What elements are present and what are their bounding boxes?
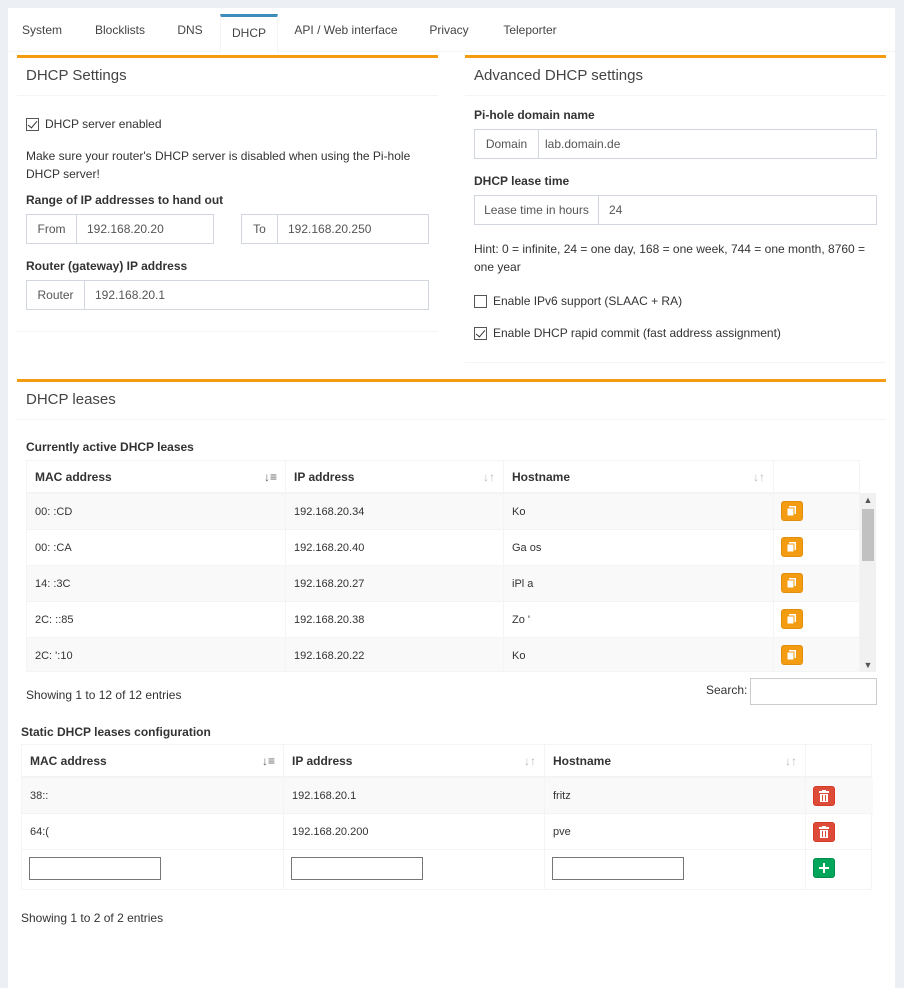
dhcp-settings-header (17, 58, 438, 96)
ip-cell: 192.168.20.1 (284, 778, 545, 814)
dhcp-settings-title: DHCP Settings (26, 67, 127, 84)
sort-desc-icon[interactable]: ↓≡ (263, 470, 277, 484)
copy-icon (786, 577, 798, 589)
scrollbar-thumb[interactable] (862, 509, 874, 561)
table-row (27, 638, 860, 672)
ip-cell: 192.168.20.27 (286, 566, 504, 602)
domain-addon: Domain (475, 130, 539, 158)
tab-dhcp[interactable]: DHCP (220, 14, 278, 52)
static-leases-table (21, 744, 872, 890)
delete-button[interactable] (813, 822, 835, 842)
range-to-group (241, 214, 429, 244)
rapid-commit-label: Enable DHCP rapid commit (fast address assignment) (493, 326, 781, 340)
col-hostname-label: Hostname (553, 754, 612, 768)
mac-cell: 00: :CD (27, 494, 286, 530)
ip-cell: 192.168.20.22 (286, 638, 504, 672)
sort-icon[interactable]: ↓↑ (483, 470, 495, 484)
make-static-button[interactable] (781, 645, 803, 665)
sort-desc-icon[interactable]: ↓≡ (261, 754, 275, 768)
domain-label: Pi-hole domain name (474, 108, 595, 122)
col-mac-address[interactable] (27, 461, 286, 494)
make-static-button[interactable] (781, 501, 803, 521)
hostname-cell: fritz (545, 778, 806, 814)
table-row (27, 530, 860, 566)
make-static-button[interactable] (781, 537, 803, 557)
router-group (26, 280, 429, 310)
router-input[interactable]: 192.168.20.1 (95, 288, 166, 302)
from-addon: From (27, 215, 77, 243)
col-actions (774, 461, 860, 494)
static-leases-label: Static DHCP leases configuration (21, 725, 211, 739)
active-leases-table (26, 460, 860, 672)
new-mac-cell (22, 850, 284, 890)
mac-cell: 2C: ':10 (27, 638, 286, 672)
table-row (22, 814, 873, 850)
mac-cell: 2C: ::85 (27, 602, 286, 638)
add-row (22, 850, 873, 890)
settings-tabs (8, 8, 895, 52)
new-mac-input[interactable] (29, 857, 161, 880)
dhcp-leases-title: DHCP leases (26, 391, 116, 408)
col-mac-address[interactable] (22, 745, 284, 778)
hostname-cell: Ko (504, 494, 774, 530)
settings-page (8, 8, 895, 988)
copy-icon (786, 541, 798, 553)
hostname-cell: Ga os (504, 530, 774, 566)
delete-button[interactable] (813, 786, 835, 806)
tab-dns[interactable]: DNS (177, 23, 203, 37)
leases-info: Showing 1 to 12 of 12 entries (26, 688, 182, 702)
tab-blocklists[interactable]: Blocklists (94, 23, 145, 37)
lease-hint-text: Hint: 0 = infinite, 24 = one day, 168 = one week, 744 = one month, 8760 = one year (474, 242, 866, 274)
dhcp-leases-box (17, 379, 886, 988)
mac-cell: 14: :3C (27, 566, 286, 602)
add-static-lease-button[interactable] (813, 858, 835, 878)
search-label: Search: (706, 683, 748, 697)
new-hostname-input[interactable] (552, 857, 684, 880)
col-ip-address[interactable] (286, 461, 504, 494)
col-hostname-label: Hostname (512, 470, 571, 484)
ip-cell: 192.168.20.38 (286, 602, 504, 638)
table-row (27, 602, 860, 638)
checkbox-unchecked-icon[interactable] (474, 295, 487, 308)
new-ip-cell (284, 850, 545, 890)
trash-icon (819, 790, 829, 802)
make-static-button[interactable] (781, 573, 803, 593)
col-ip-address[interactable] (284, 745, 545, 778)
range-label: Range of IP addresses to hand out (26, 193, 224, 207)
checkbox-checked-icon[interactable] (474, 327, 487, 340)
plus-icon (819, 863, 829, 873)
active-leases-header (27, 461, 859, 494)
leases-scrollbar[interactable] (860, 493, 876, 672)
ipv6-support-label: Enable IPv6 support (SLAAC + RA) (493, 294, 683, 308)
from-input[interactable]: 192.168.20.20 (87, 222, 164, 236)
tab-system[interactable]: System (21, 23, 62, 37)
col-hostname[interactable] (545, 745, 806, 778)
router-label: Router (gateway) IP address (26, 259, 188, 273)
static-leases-header (22, 745, 871, 778)
col-hostname[interactable] (504, 461, 774, 494)
make-static-button[interactable] (781, 609, 803, 629)
checkbox-checked-icon[interactable] (26, 118, 39, 131)
ip-cell: 192.168.20.40 (286, 530, 504, 566)
mac-cell: 00: :CA (27, 530, 286, 566)
mac-cell: 38:: (22, 778, 284, 814)
router-addon: Router (27, 281, 85, 309)
scroll-down-icon[interactable]: ▼ (863, 660, 873, 670)
sort-icon[interactable]: ↓↑ (753, 470, 765, 484)
sort-icon[interactable]: ↓↑ (785, 754, 797, 768)
copy-icon (786, 649, 798, 661)
rapid-commit-checkbox[interactable] (474, 326, 781, 340)
table-row (27, 494, 860, 530)
hostname-cell: Ko (504, 638, 774, 672)
table-row (27, 566, 860, 602)
dhcp-server-enabled-checkbox[interactable] (26, 117, 162, 131)
static-leases-info: Showing 1 to 2 of 2 entries (21, 911, 164, 925)
hostname-cell: iPl a (504, 566, 774, 602)
tab-teleporter[interactable]: Teleporter (503, 23, 557, 37)
domain-group (474, 129, 877, 159)
scroll-up-icon[interactable]: ▲ (863, 495, 873, 505)
domain-input[interactable]: lab.domain.de (545, 137, 621, 151)
trash-icon (819, 826, 829, 838)
tab-api-web-interface[interactable]: API / Web interface (294, 23, 398, 37)
mac-cell: 64:( (22, 814, 284, 850)
col-ip-label: IP address (294, 470, 355, 484)
active-leases-label: Currently active DHCP leases (26, 440, 194, 454)
new-ip-input[interactable] (291, 857, 423, 880)
hostname-cell: Zo ' (504, 602, 774, 638)
col-mac-label: MAC address (35, 470, 112, 484)
col-ip-label: IP address (292, 754, 353, 768)
col-mac-label: MAC address (30, 754, 107, 768)
lease-time-addon: Lease time in hours (475, 196, 599, 224)
range-from-group (26, 214, 214, 244)
copy-icon (786, 613, 798, 625)
table-row (22, 778, 873, 814)
dhcp-warning-text: Make sure your router's DHCP server is disabled when using the Pi-hole DHCP server! (26, 149, 411, 181)
sort-icon[interactable]: ↓↑ (524, 754, 536, 768)
lease-time-label: DHCP lease time (474, 174, 570, 188)
lease-time-group (474, 195, 877, 225)
new-hostname-cell (545, 850, 806, 890)
ip-cell: 192.168.20.200 (284, 814, 545, 850)
dhcp-settings-box (17, 55, 438, 332)
advanced-dhcp-title: Advanced DHCP settings (474, 67, 643, 84)
ip-cell: 192.168.20.34 (286, 494, 504, 530)
tab-privacy[interactable]: Privacy (429, 23, 469, 37)
advanced-dhcp-header (465, 58, 886, 96)
hostname-cell: pve (545, 814, 806, 850)
dhcp-server-enabled-label: DHCP server enabled (45, 117, 162, 131)
col-actions (806, 745, 873, 778)
advanced-dhcp-box (465, 55, 886, 363)
ipv6-support-checkbox[interactable] (474, 294, 682, 308)
dhcp-leases-header (17, 382, 886, 420)
to-input[interactable]: 192.168.20.250 (288, 222, 372, 236)
search-input[interactable] (750, 678, 877, 705)
lease-time-input[interactable]: 24 (609, 203, 623, 217)
to-addon: To (242, 215, 278, 243)
copy-icon (786, 505, 798, 517)
